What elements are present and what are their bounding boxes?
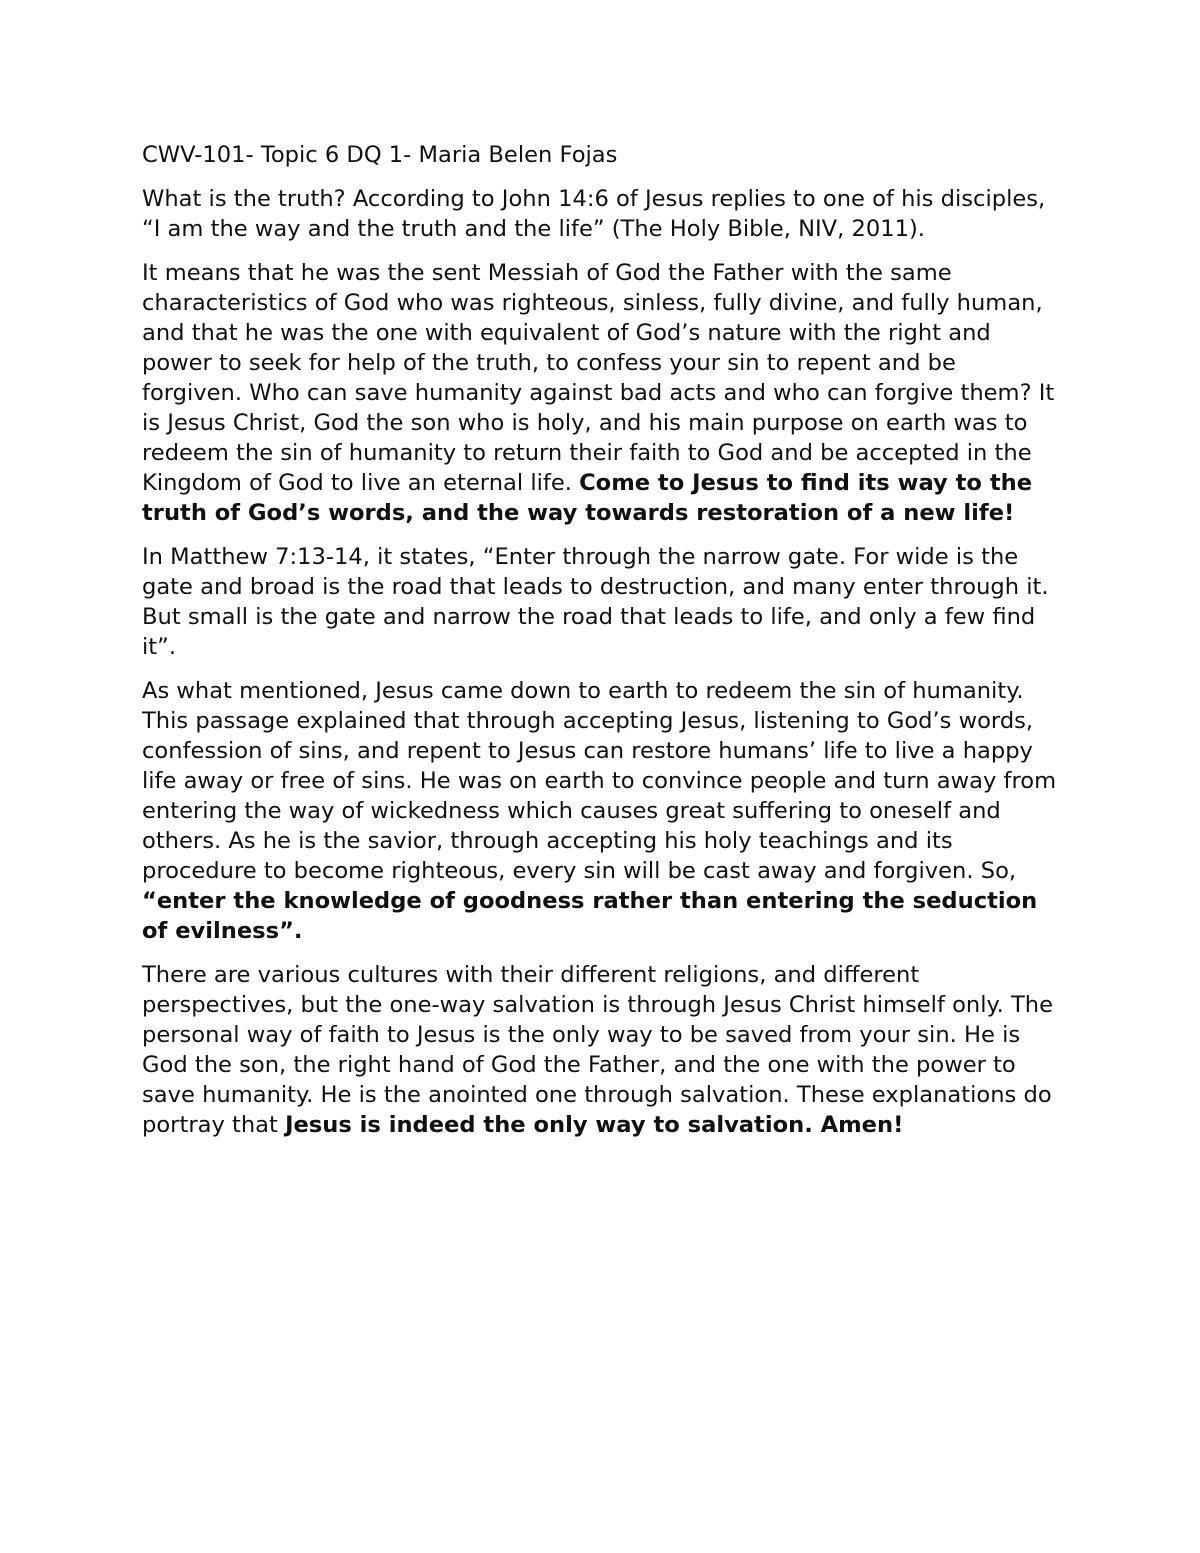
paragraph-matthew: In Matthew 7:13-14, it states, “Enter through the narrow gate. For wide is the gate and broad is the road that leads to destruction, and many enter through it. But small is the gate and narrow the road that leads to life, and only a few find it”. — [142, 544, 1049, 660]
paragraph-redeem-emphasis: “enter the knowledge of goodness rather than entering the seduction of evilness”. — [142, 888, 1038, 944]
document-body — [142, 140, 1062, 1154]
paragraph-messiah-emphasis: Come to Jesus to find its way to the truth of God’s words, and the way towards restoration of a new life! — [142, 470, 1033, 526]
paragraph-truth-question: What is the truth? According to John 14:6 of Jesus replies to one of his disciples, “I am the way and the truth and the life” (The Holy Bible, NIV, 2011). — [142, 186, 1046, 242]
paragraph-messiah — [142, 258, 1062, 528]
paragraph-redeem-text: As what mentioned, Jesus came down to earth to redeem the sin of humanity. This passage explained that through accepting Jesus, listening to God’s words, confession of sins, and repent to Jesus can restore humans’ life to live a happy life away or free of sins. He was on earth to convince people and turn away from entering the way of wickedness which causes great suffering to oneself and others. As he is the savior, through accepting his holy teachings and its procedure to become righteous, every sin will be cast away and forgiven. So, — [142, 678, 1057, 884]
paragraph-salvation-text: There are various cultures with their different religions, and different perspectives, but the one-way salvation is through Jesus Christ himself only. The personal way of faith to Jesus is the only way to be saved from your sin. He is God the son, the right hand of God the Father, and the one with the power to save humanity. He is the anointed one through salvation. These explanations do portray that — [142, 962, 1054, 1138]
paragraph-salvation-emphasis: Jesus is indeed the only way to salvation. Amen! — [285, 1112, 904, 1138]
paragraph-messiah-text: It means that he was the sent Messiah of God the Father with the same characteristics of God who was righteous, sinless, fully divine, and fully human, and that he was the one with equivalent of God’s nature with the right and power to seek for help of the truth, to confess your sin to repent and be forgiven. Who can save humanity against bad acts and who can forgive them? It is Jesus Christ, God the son who is holy, and his main purpose on earth was to redeem the sin of humanity to return their faith to God and be accepted in the Kingdom of God to live an eternal life. — [142, 260, 1055, 496]
paragraph-redeem — [142, 676, 1062, 946]
document-title: CWV-101- Topic 6 DQ 1- Maria Belen Fojas — [142, 142, 618, 168]
paragraph-salvation — [142, 960, 1062, 1140]
